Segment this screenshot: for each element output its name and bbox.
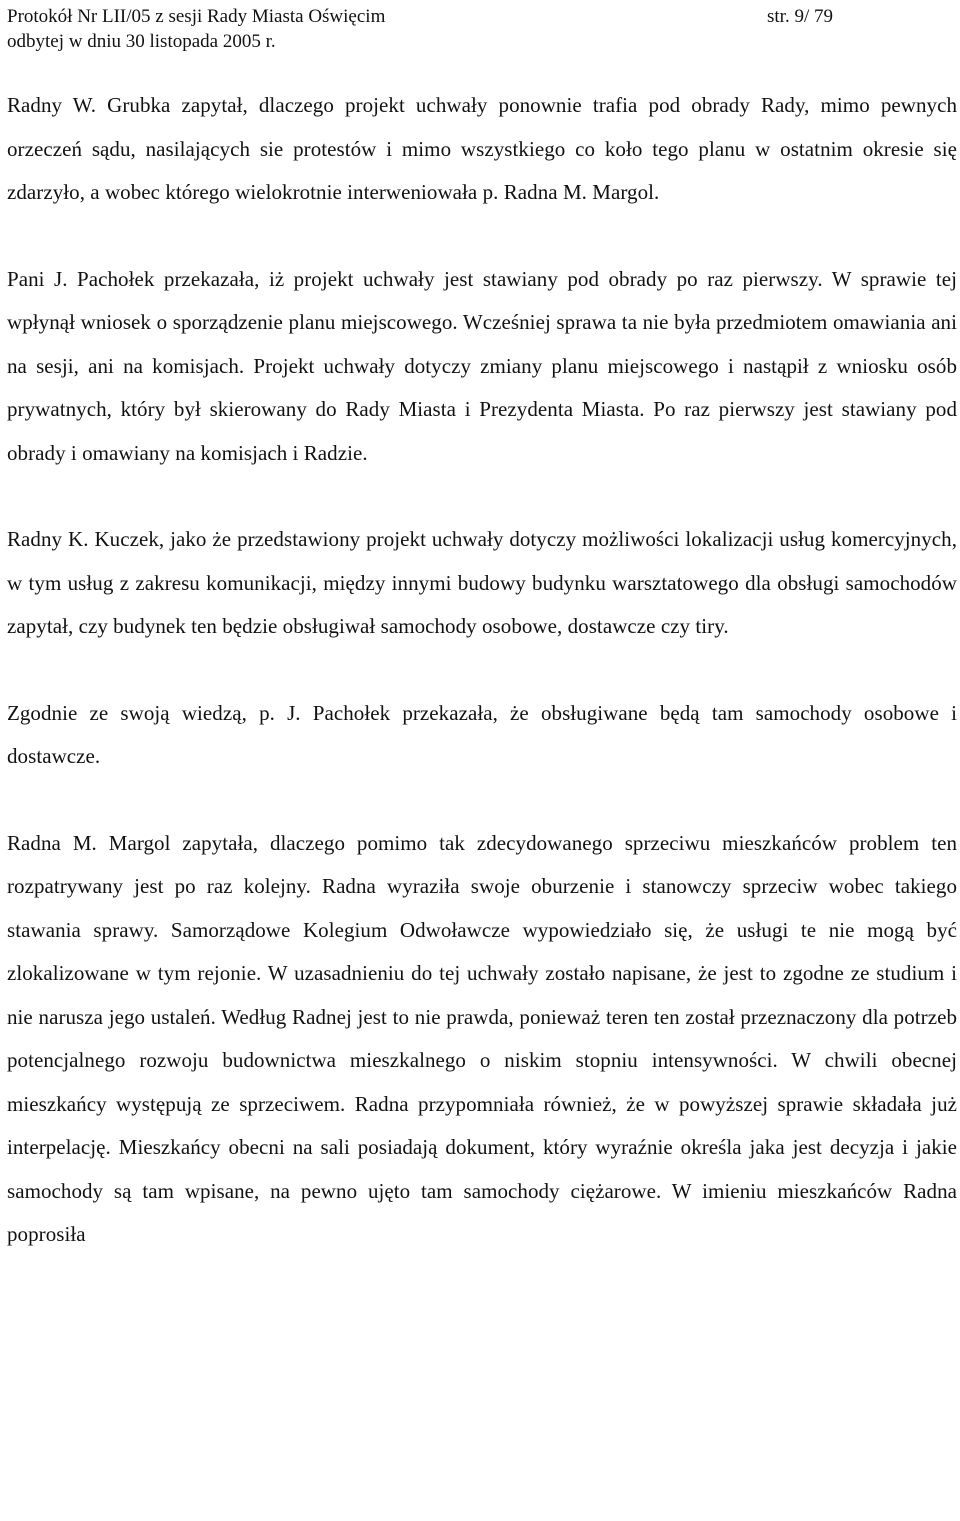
header-date: odbytej w dniu 30 listopada 2005 r. (7, 31, 276, 52)
paragraph-margol: Radna M. Margol zapytała, dlaczego pomimo tak zdecydowanego sprzeciwu mieszkańców problem ten rozpatrywany jest po raz kolejny. Radna wyraziła swoje oburzenie i stanowczy sprzeciw wobec takiego stawania sprawy. Samorządowe Kolegium Odwoławcze wypowiedziało się, że usługi te nie mogą być zlokalizowane w tym rejonie. W uzasadnieniu do tej uchwały zostało napisane, że jest to zgodne ze studium i nie narusza jego ustaleń. Według Radnej jest to nie prawda, ponieważ teren ten został przeznaczony dla potrzeb potencjalnego rozwoju budownictwa mieszkalnego o niskim stopniu intensywności. W chwili obecnej mieszkańcy występują ze sprzeciwem. Radna przypomniała również, że w powyższej sprawie składała już interpelację. Mieszkańcy obecni na sali posiadają dokument, który wyraźnie określa jaka jest decyzja i jakie samochody są tam wpisane, na pewno ujęto tam samochody ciężarowe. W imieniu mieszkańców Radna poprosiła (7, 830, 957, 1246)
document-page (7, 0, 957, 1257)
paragraph-pacholek-1: Pani J. Pachołek przekazała, iż projekt uchwały jest stawiany pod obrady po raz pierwszy. W sprawie tej wpłynął wniosek o sporządzenie planu miejscowego. Wcześniej sprawa ta nie była przedmiotem omawiania ani na sesji, ani na komisjach. Projekt uchwały dotyczy zmiany planu miejscowego i nastąpił z wniosku osób prywatnych, który był skierowany do Rady Miasta i Prezydenta Miasta. Po raz pierwszy jest stawiany pod obrady i omawiany na komisjach i Radzie. (7, 266, 957, 465)
paragraph-pacholek-2: Zgodnie ze swoją wiedzą, p. J. Pachołek przekazała, że obsługiwane będą tam samochody osobowe i dostawcze. (7, 700, 957, 768)
header-title: Protokół Nr LII/05 z sesji Rady Miasta Oświęcim (7, 6, 386, 27)
document-body (7, 58, 957, 1257)
paragraph-grubka: Radny W. Grubka zapytał, dlaczego projekt uchwały ponownie trafia pod obrady Rady, mimo pewnych orzeczeń sądu, nasilających sie protestów i mimo wszystkiego co koło tego planu w ostatnim okresie się zdarzyło, a wobec którego wielokrotnie interweniowała p. Radna M. Margol. (7, 93, 957, 204)
page-header (7, 0, 957, 58)
paragraph-kuczek: Radny K. Kuczek, jako że przedstawiony projekt uchwały dotyczy możliwości lokalizacji usług komercyjnych, w tym usług z zakresu komunikacji, między innymi budowy budynku warsztatowego dla obsługi samochodów zapytał, czy budynek ten będzie obsługiwał samochody osobowe, dostawcze czy tiry. (7, 527, 957, 638)
header-page-number: str. 9/ 79 (767, 6, 833, 27)
